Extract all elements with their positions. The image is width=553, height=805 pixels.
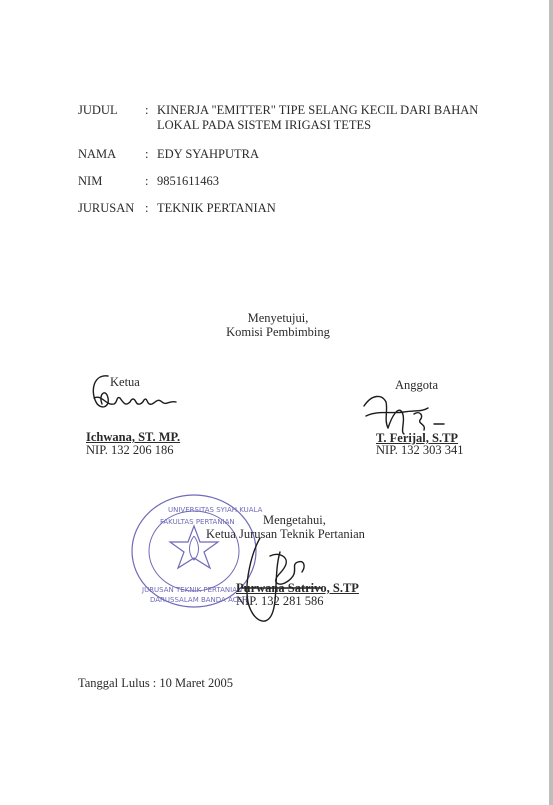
stamp-outer-text: UNIVERSITAS SYIAH KUALA bbox=[168, 506, 263, 514]
chair-name: Ichwana, ST. MP. bbox=[86, 430, 181, 444]
member-nip: NIP. 132 303 341 bbox=[376, 443, 464, 457]
member-name: T. Ferijal, S.TP bbox=[376, 431, 459, 445]
approval-line1: Menyetujui, bbox=[247, 311, 309, 325]
approval-line2: Komisi Pembimbing bbox=[226, 325, 330, 339]
field-label-nim: NIM bbox=[78, 174, 103, 188]
graduation-date: Tanggal Lulus : 10 Maret 2005 bbox=[78, 676, 233, 690]
stamp-lower-text: JURUSAN TEKNIK PERTANIAN bbox=[142, 586, 243, 594]
member-role: Anggota bbox=[395, 378, 439, 392]
stamp-bottom-text: DARUSSALAM BANDA ACEH bbox=[150, 596, 248, 604]
field-colon: : bbox=[145, 174, 149, 188]
field-value-nama: EDY SYAHPUTRA bbox=[157, 147, 259, 161]
field-colon: : bbox=[145, 201, 149, 215]
head-nip: NIP. 132 281 586 bbox=[236, 594, 324, 608]
chair-signature bbox=[86, 368, 196, 418]
ack-line2: Ketua Jurusan Teknik Pertanian bbox=[206, 527, 365, 541]
field-label-nama: NAMA bbox=[78, 147, 117, 161]
chair-role: Ketua bbox=[110, 375, 140, 389]
field-colon: : bbox=[145, 147, 149, 161]
field-value-jurusan: TEKNIK PERTANIAN bbox=[157, 201, 276, 215]
stamp-inner-text: FAKULTAS PERTANIAN bbox=[160, 518, 235, 526]
field-value-nim: 9851611463 bbox=[157, 174, 220, 188]
scan-edge bbox=[549, 0, 553, 805]
field-value-judul-line1: KINERJA "EMITTER" TIPE SELANG KECIL DARI BAHAN bbox=[157, 103, 479, 117]
field-label-jurusan: JURUSAN bbox=[78, 201, 135, 215]
field-value-judul-line2: LOKAL PADA SISTEM IRIGASI TETES bbox=[157, 118, 372, 132]
head-name: Purwana Satrivo, S.TP bbox=[236, 581, 359, 595]
field-colon: : bbox=[145, 103, 149, 117]
ack-line1: Mengetahui, bbox=[263, 513, 326, 527]
chair-nip: NIP. 132 206 186 bbox=[86, 443, 174, 457]
field-label-judul: JUDUL bbox=[78, 103, 118, 117]
